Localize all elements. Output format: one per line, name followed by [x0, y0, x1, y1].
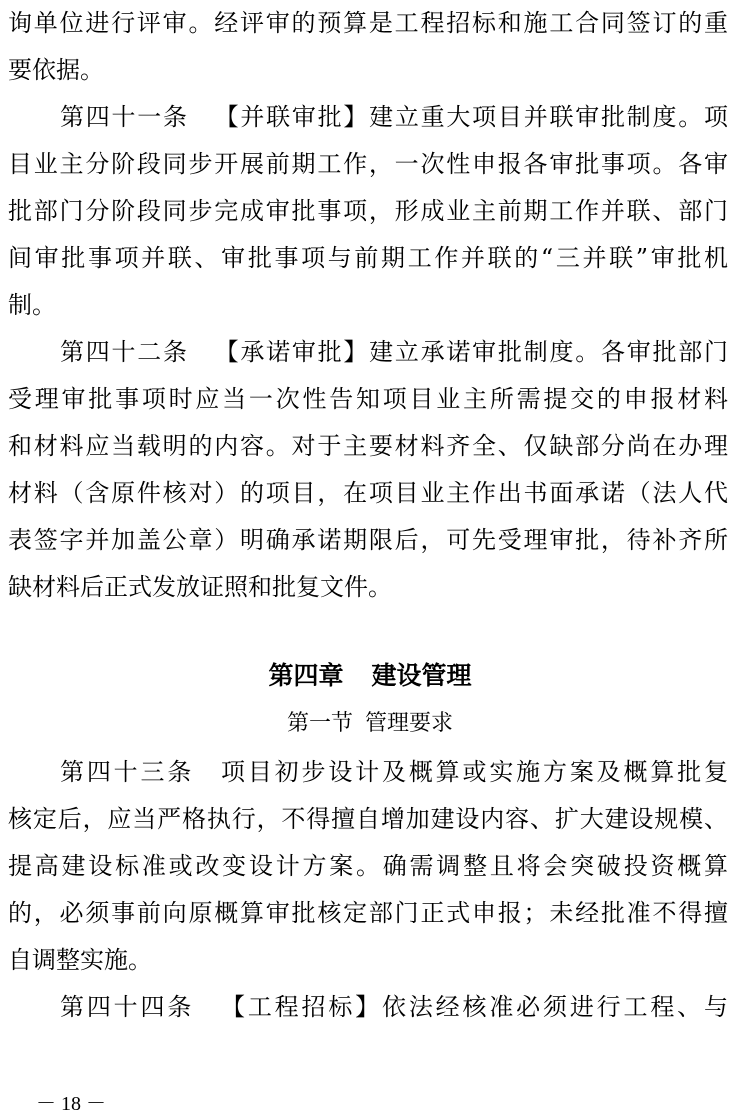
- text-line: 制。: [8, 291, 56, 319]
- article-41-first-line: [60, 102, 728, 132]
- text-line: 间审批事项并联、审批事项与前期工作并联的“三并联”审批机: [8, 244, 728, 272]
- article-number: 第四十四条: [60, 993, 195, 1021]
- text-line: 提高建设标准或改变设计方案。确需调整且将会突破投资概算: [8, 852, 728, 880]
- article-42-first-line: [60, 337, 728, 367]
- text-line: 材料（含原件核对）的项目，在项目业主作出书面承诺（法人代: [8, 479, 728, 507]
- text-line: 表签字并加盖公章）明确承诺期限后，可先受理审批，待补齐所: [8, 526, 728, 554]
- text-line: 的，必须事前向原概算审批核定部门正式申报；未经批准不得擅: [8, 899, 728, 927]
- article-number: 第四十二条: [60, 338, 189, 366]
- text-segment: 【承诺审批】建立承诺审批制度。各审批部门: [212, 338, 729, 366]
- page-number: － 18 －: [36, 1093, 106, 1115]
- text-line: 受理审批事项时应当一次性告知项目业主所需提交的申报材料: [8, 385, 728, 413]
- text-line: 要依据。: [8, 56, 104, 84]
- text-segment: 【工程招标】依法经核准必须进行工程、与: [218, 993, 729, 1021]
- text-line: 询单位进行评审。经评审的预算是工程招标和施工合同签订的重: [8, 9, 728, 37]
- article-43-first-line: [60, 757, 728, 787]
- section-heading: [0, 708, 740, 740]
- text-line: 批部门分阶段同步完成审批事项，形成业主前期工作并联、部门: [8, 197, 728, 225]
- article-number: 第四十三条: [60, 758, 195, 786]
- section-number: 第一节: [286, 711, 353, 736]
- text-line: 目业主分阶段同步开展前期工作，一次性申报各审批事项。各审: [8, 150, 728, 178]
- chapter-number: 第四章: [268, 661, 344, 690]
- text-segment: 【并联审批】建立重大项目并联审批制度。项: [212, 103, 729, 131]
- text-line: 核定后，应当严格执行，不得擅自增加建设内容、扩大建设规模、: [8, 805, 728, 833]
- article-number: 第四十一条: [60, 103, 189, 131]
- text-segment: 项目初步设计及概算或实施方案及概算批复: [218, 758, 729, 786]
- text-line: 和材料应当载明的内容。对于主要材料齐全、仅缺部分尚在办理: [8, 432, 728, 460]
- article-44-first-line: [60, 992, 728, 1022]
- text-line: 缺材料后正式发放证照和批复文件。: [8, 573, 392, 601]
- text-line: 自调整实施。: [8, 946, 152, 974]
- chapter-title: 建设管理: [371, 661, 472, 690]
- chapter-heading: [0, 660, 740, 692]
- section-title: 管理要求: [365, 711, 454, 736]
